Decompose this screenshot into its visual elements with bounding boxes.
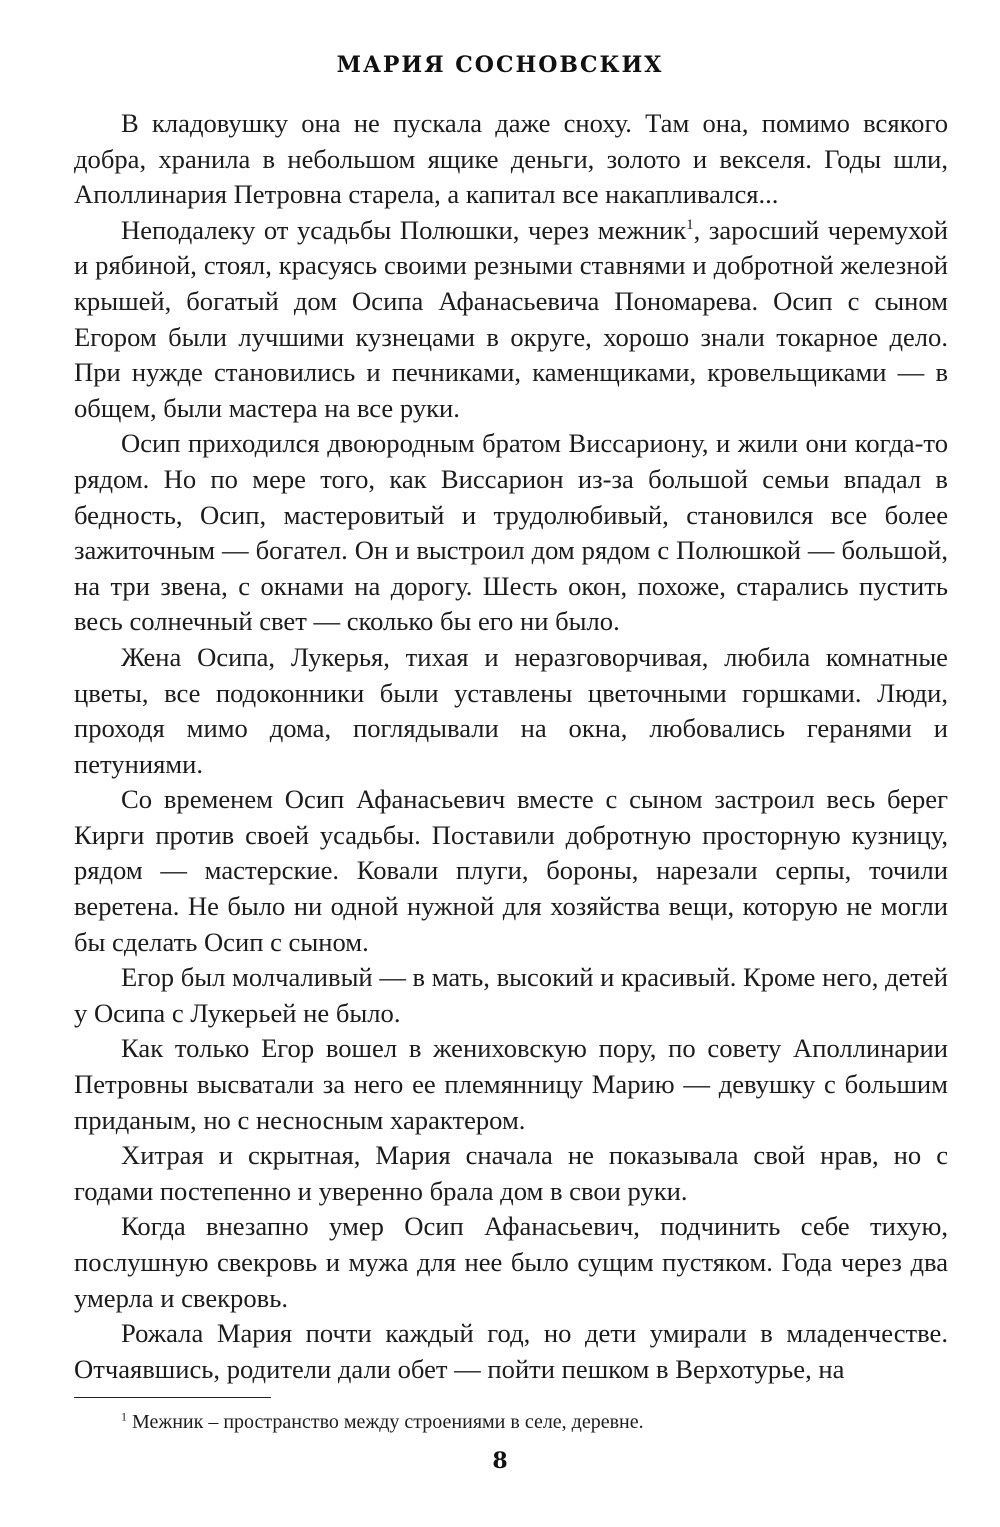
paragraph-5: Со временем Осип Афанасьевич вместе с сыном застроил весь берег Кирги против своей усадьбы. Поставили добротную просторную кузницу, рядом — мастерские. Ковали плуги, бороны, нарезали серпы, точили веретена. Не было ни одной нужной для хозяйства вещи, которую не могли бы сделать Осип с сыном. <box>74 784 948 957</box>
paragraph-2-lead: Неподалеку от усадьбы Полюшки, <box>121 214 520 245</box>
paragraph-3: Осип приходился двоюродным братом Виссариону, и жили они когда-то рядом. Но по мере того, как Виссарион из-за большой семьи впадал в бедность, Осип, мастеровитый и трудолюбивый, становился все более зажиточным — богател. Он и выстроил дом рядом с Полюшкой — большой, на три звена, с окнами на дорогу. Шесть окон, похоже, старались пустить весь солнечный свет — сколько бы его ни было. <box>74 428 948 637</box>
footnote-reference: 1 <box>686 216 694 233</box>
paragraph-2: Неподалеку от усадьбы Полюшки, через межник$^1$, заросший черемухой и рябиной, стоял, красуясь своими резными ставнями и добротной железной крышей, богатый дом Осипа Афанасьевича Пономарева. Осип с сыном Егором были лучшими кузнецами в округе, хорошо знали токарное дело. При нужде становились и печниками, каменщиками, кровельщиками — в общем, были мастера на все руки. <box>74 214 949 423</box>
footnote-text: Межник – пространство между строениями в селе, деревне. <box>132 1411 644 1433</box>
footnote-divider <box>74 1397 271 1398</box>
paragraph-4: Жена Осипа, Лукерья, тихая и неразговорчивая, любила комнатные цветы, все подоконники были уставлены цветочными горшками. Люди, проходя мимо дома, поглядывали на окна, любовались геранями и петуниями. <box>74 641 948 779</box>
paragraph-7: Как только Егор вошел в жениховскую пору, по совету Аполлинарии Петровны высватали за него ее племянницу Марию — девушку с большим приданым, но с несносным характером. <box>74 1033 948 1135</box>
footnote <box>74 1409 948 1435</box>
paragraph-10: Рожала Мария почти каждый год, но дети умирали в младенчестве. Отчаявшись, родители дали обет — пойти пешком в Верхотурье, на <box>74 1318 948 1384</box>
paragraph-6: Егор был молчаливый — в мать, высокий и красивый. Кроме него, детей у Осипа с Лукерьей не было. <box>74 962 948 1028</box>
running-title: МАРИЯ СОСНОВСКИХ <box>336 52 664 78</box>
paragraph-1: В кладовушку она не пускала даже сноху. Там она, помимо всякого добра, хранила в небольшом ящике деньги, золото и векселя. Годы шли, Аполлинария Петровна старела, а капитал все накапливался... <box>74 108 948 210</box>
main-text <box>74 106 948 1387</box>
paragraph-9: Когда внезапно умер Осип Афанасьевич, подчинить себе тихую, послушную свекровь и мужа для нее было сущим пустяком. Года через два умерла и свекровь. <box>74 1211 948 1313</box>
paragraph-8: Хитрая и скрытная, Мария сначала не показывала свой нрав, но с годами постепенно и уверенно брала дом в свои руки. <box>74 1140 948 1206</box>
page-number: 8 <box>492 1448 508 1474</box>
footnote-mark: 1 <box>121 1409 127 1424</box>
paragraph-2-part-a: через межник <box>528 214 687 245</box>
paragraph-2-part-b: заросший черемухой и рябиной, стоял, красуясь своими резными ставнями и добротной железной крышей, богатый дом Осипа Афанасьевича Пономарева. Осип с сыном Егором были лучшими кузнецами в округе, хорошо знали токарное дело. При нужде становились и печниками, каменщиками, кровельщиками — в общем, были мастера на все руки. <box>74 214 949 423</box>
